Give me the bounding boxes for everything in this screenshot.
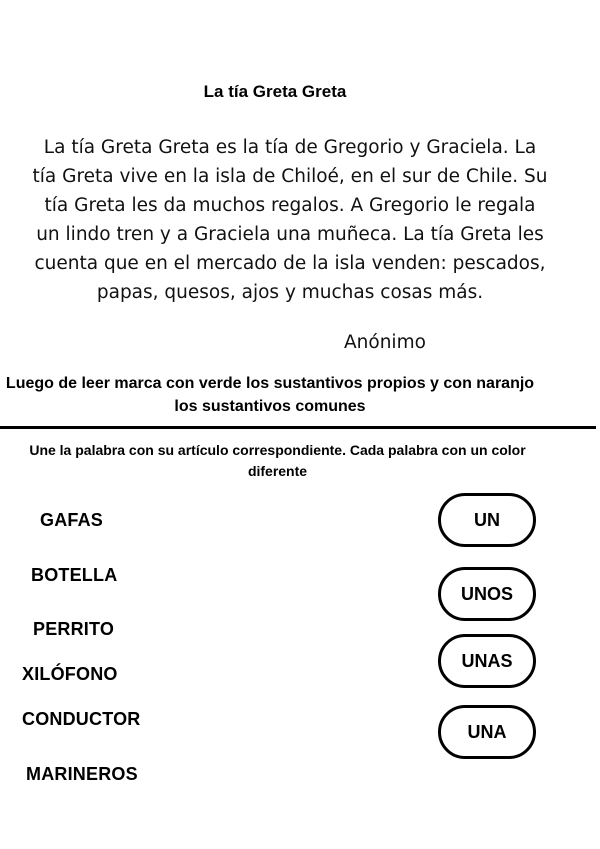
word-xilofono[interactable]: XILÓFONO — [22, 664, 118, 684]
story-text: La tía Greta Greta es la tía de Gregorio y Graciela. La tía Greta vive en la isla de Chiloé, en el sur de Chile. Su tía Greta les da muchos regalos. A Gregorio le regala un lindo tren y a Graciela una muñeca. La tía Greta les cuenta que en el mercado de la isla venden: pescados, papas, quesos, ajos y muchas cosas más. — [32, 137, 548, 303]
word-marineros[interactable]: MARINEROS — [26, 764, 138, 784]
story-author: Anónimo — [344, 332, 426, 353]
word-perrito[interactable]: PERRITO — [33, 619, 115, 639]
article-unos[interactable]: UNOS — [438, 567, 536, 621]
word-botella[interactable]: BOTELLA — [31, 565, 118, 585]
story-title: La tía Greta Greta — [203, 82, 347, 101]
word-gafas[interactable]: GAFAS — [40, 510, 104, 530]
article-una[interactable]: UNA — [438, 705, 536, 759]
instruction-match: Une la palabra con su artículo correspondiente. Cada palabra con un color diferente — [29, 442, 526, 479]
article-unas[interactable]: UNAS — [438, 634, 536, 688]
article-un[interactable]: UN — [438, 493, 536, 547]
divider — [0, 426, 596, 429]
word-conductor[interactable]: CONDUCTOR — [22, 709, 141, 729]
instruction-nouns: Luego de leer marca con verde los sustantivos propios y con naranjo los sustantivos comunes — [5, 375, 535, 415]
